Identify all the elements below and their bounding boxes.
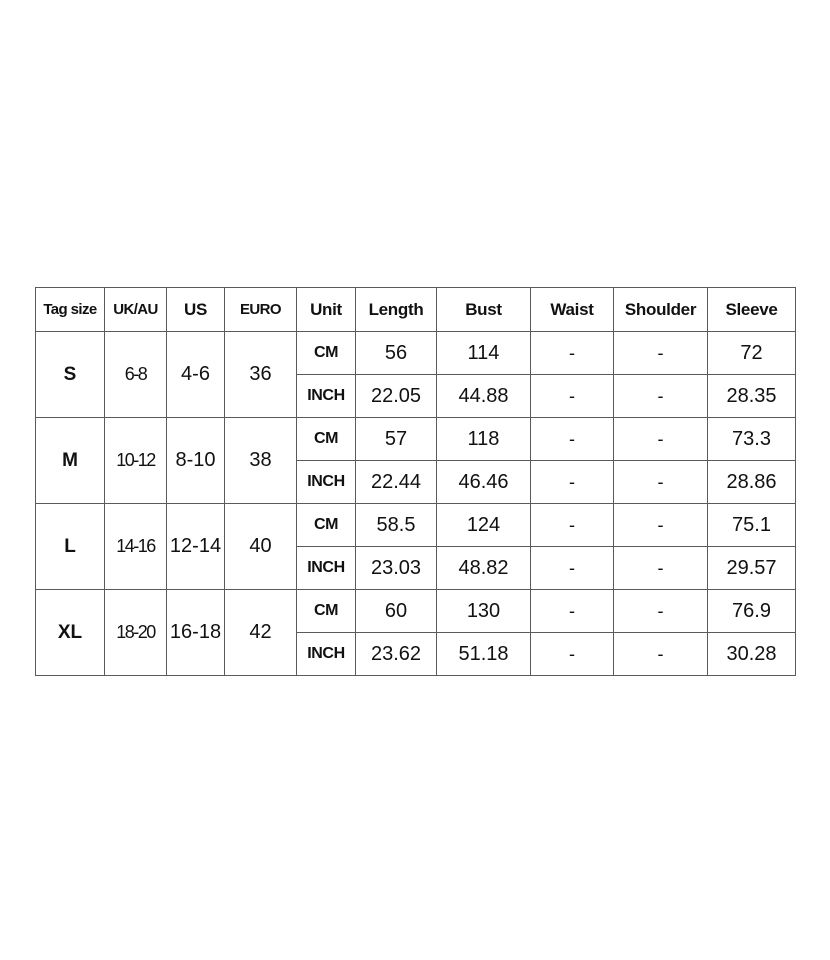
sleeve-cell: 76.9 (708, 590, 796, 633)
sleeve-cell: 28.86 (708, 461, 796, 504)
euro-cell: 36 (225, 332, 297, 418)
waist-cell: - (531, 375, 614, 418)
header-uk-au: UK/AU (105, 288, 167, 332)
us-cell: 12-14 (167, 504, 225, 590)
bust-cell: 51.18 (437, 633, 531, 676)
shoulder-cell: - (614, 547, 708, 590)
us-cell: 16-18 (167, 590, 225, 676)
unit-cell: CM (297, 590, 356, 633)
unit-cell: CM (297, 332, 356, 375)
header-length: Length (356, 288, 437, 332)
sleeve-cell: 73.3 (708, 418, 796, 461)
waist-cell: - (531, 633, 614, 676)
euro-cell: 40 (225, 504, 297, 590)
tag-size-cell: L (36, 504, 105, 590)
shoulder-cell: - (614, 504, 708, 547)
shoulder-cell: - (614, 633, 708, 676)
sleeve-cell: 72 (708, 332, 796, 375)
shoulder-cell: - (614, 332, 708, 375)
us-cell: 8-10 (167, 418, 225, 504)
shoulder-cell: - (614, 590, 708, 633)
header-shoulder: Shoulder (614, 288, 708, 332)
waist-cell: - (531, 461, 614, 504)
unit-cell: CM (297, 504, 356, 547)
waist-cell: - (531, 590, 614, 633)
uk-au-cell: 6-8 (105, 332, 167, 418)
table-row (36, 590, 796, 633)
bust-cell: 118 (437, 418, 531, 461)
waist-cell: - (531, 504, 614, 547)
header-euro: EURO (225, 288, 297, 332)
sleeve-cell: 29.57 (708, 547, 796, 590)
shoulder-cell: - (614, 375, 708, 418)
sleeve-cell: 30.28 (708, 633, 796, 676)
size-chart-table (35, 287, 796, 676)
header-waist: Waist (531, 288, 614, 332)
length-cell: 56 (356, 332, 437, 375)
length-cell: 23.62 (356, 633, 437, 676)
tag-size-cell: S (36, 332, 105, 418)
length-cell: 60 (356, 590, 437, 633)
header-bust: Bust (437, 288, 531, 332)
waist-cell: - (531, 332, 614, 375)
unit-cell: CM (297, 418, 356, 461)
length-cell: 58.5 (356, 504, 437, 547)
header-tag-size: Tag size (36, 288, 105, 332)
header-row (36, 288, 796, 332)
sleeve-cell: 75.1 (708, 504, 796, 547)
us-cell: 4-6 (167, 332, 225, 418)
bust-cell: 48.82 (437, 547, 531, 590)
shoulder-cell: - (614, 418, 708, 461)
table-row (36, 332, 796, 375)
header-us: US (167, 288, 225, 332)
bust-cell: 44.88 (437, 375, 531, 418)
waist-cell: - (531, 547, 614, 590)
header-unit: Unit (297, 288, 356, 332)
tag-size-cell: XL (36, 590, 105, 676)
table-row (36, 418, 796, 461)
tag-size-cell: M (36, 418, 105, 504)
shoulder-cell: - (614, 461, 708, 504)
waist-cell: - (531, 418, 614, 461)
unit-cell: INCH (297, 547, 356, 590)
bust-cell: 130 (437, 590, 531, 633)
unit-cell: INCH (297, 375, 356, 418)
length-cell: 57 (356, 418, 437, 461)
unit-cell: INCH (297, 461, 356, 504)
uk-au-cell: 18-20 (105, 590, 167, 676)
length-cell: 22.05 (356, 375, 437, 418)
bust-cell: 46.46 (437, 461, 531, 504)
length-cell: 22.44 (356, 461, 437, 504)
sleeve-cell: 28.35 (708, 375, 796, 418)
euro-cell: 42 (225, 590, 297, 676)
bust-cell: 114 (437, 332, 531, 375)
uk-au-cell: 14-16 (105, 504, 167, 590)
bust-cell: 124 (437, 504, 531, 547)
length-cell: 23.03 (356, 547, 437, 590)
header-sleeve: Sleeve (708, 288, 796, 332)
uk-au-cell: 10-12 (105, 418, 167, 504)
table-row (36, 504, 796, 547)
unit-cell: INCH (297, 633, 356, 676)
euro-cell: 38 (225, 418, 297, 504)
